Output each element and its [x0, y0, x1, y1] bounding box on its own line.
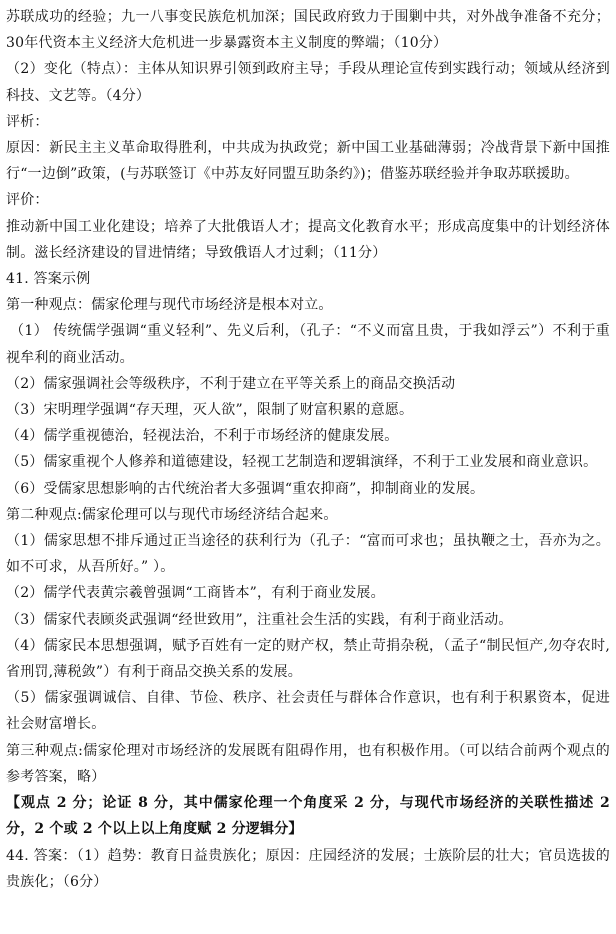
viewpoint-2-item-3: （3）儒家代表顾炎武强调“经世致用”，注重社会生活的实践，有利于商业活动。	[6, 611, 513, 628]
section-heading-evaluation: 评价：	[6, 192, 49, 209]
viewpoint-1-item-4: （4）儒学重视德治，轻视法治，不利于市场经济的健康发展。	[6, 428, 399, 445]
viewpoint-2-item-4: （4）儒家民本思想强调，赋予百姓有一定的财产权，禁止苛捐杂税，（孟子“制民恒产,勿夺农时,省刑罚,薄税敛”）有利于商品交换关系的发展。	[6, 637, 610, 681]
viewpoint-2-item-1: （1）儒家思想不排斥通过正当途径的获利行为（孔子：“富而可求也；虽执鞭之士，吾亦为之。如不可求，从吾所好。” ）。	[6, 533, 610, 576]
viewpoint-3-heading: 第三种观点:儒家伦理对市场经济的发展既有阻碍作用，也有积极作用。（可以结合前两个观点的参考答案，略）	[6, 742, 610, 785]
viewpoint-1-item-5: （5）儒家重视个人修养和道德建设，轻视工艺制造和逻辑演绎，不利于工业发展和商业意识。	[6, 454, 598, 471]
paragraph-1: 苏联成功的经验；九一八事变民族危机加深；国民政府致力于围剿中共，对外战争准备不充分；30年代资本主义经济大危机进一步暴露资本主义制度的弊端；（10分）	[6, 9, 610, 52]
section-heading-analysis: 评析：	[6, 113, 49, 130]
viewpoint-2-heading: 第二种观点:儒家伦理可以与现代市场经济结合起来。	[6, 506, 338, 523]
paragraph-2: （2）变化（特点）：主体从知识界引领到政府主导；手段从理论宣传到实践行动；领域从经济到科技、文艺等。（4分）	[6, 61, 610, 104]
paragraph-reasons: 原因：新民主主义革命取得胜利，中共成为执政党；新中国工业基础薄弱；冷战背景下新中国推行“一边倒”政策，(与苏联签订《中苏友好同盟互助条约》)；借鉴苏联经验并争取苏联援助。	[6, 140, 610, 183]
paragraph-evaluation: 推动新中国工业化建设；培养了大批俄语人才；提高文化教育水平；形成高度集中的计划经济体制。滋长经济建设的冒进情绪；导致俄语人才过剩；（11分）	[6, 218, 610, 261]
question-44-answer: 44. 答案：（1）趋势：教育日益贵族化；原因：庄园经济的发展；士族阶层的壮大；官员选拔的贵族化；（6分）	[6, 847, 610, 890]
viewpoint-2-item-2: （2）儒学代表黄宗羲曾强调“工商皆本”，有利于商业发展。	[6, 585, 385, 602]
viewpoint-1-item-2: （2）儒家强调社会等级秩序，不利于建立在平等关系上的商品交换活动	[6, 375, 456, 392]
viewpoint-1-item-1: （1） 传统儒学强调“重义轻利”、先义后利，（孔子：“不义而富且贵，于我如浮云”）不利于重视牟利的商业活动。	[6, 323, 610, 366]
viewpoint-1-item-3: （3）宋明理学强调“存天理，灭人欲”，限制了财富积累的意愿。	[6, 402, 414, 419]
viewpoint-2-item-5: （5）儒家强调诚信、自律、节俭、秩序、社会责任与群体合作意识，也有利于积累资本，促进社会财富增长。	[6, 690, 610, 733]
viewpoint-1-item-6: （6）受儒家思想影响的古代统治者大多强调“重农抑商”，抑制商业的发展。	[6, 480, 485, 497]
scoring-note: 【观点 2 分；论证 8 分，其中儒家伦理一个角度采 2 分，与现代市场经济的关联性描述 2 分，2 个或 2 个以上以上角度赋 2 分逻辑分】	[6, 795, 610, 838]
question-41-heading: 41. 答案示例	[6, 271, 91, 288]
viewpoint-1-heading: 第一种观点：儒家伦理与现代市场经济是根本对立。	[6, 297, 333, 314]
